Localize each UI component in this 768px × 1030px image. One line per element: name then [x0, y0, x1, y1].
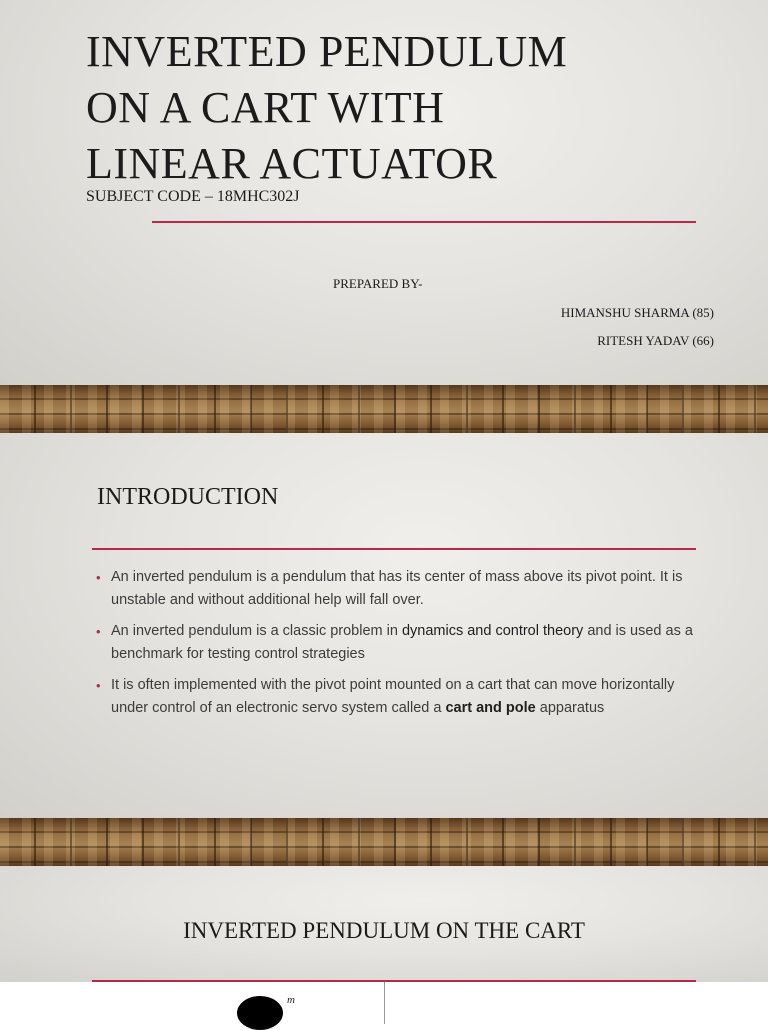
title-line: LINEAR ACTUATOR [86, 139, 498, 188]
bullet-item [96, 566, 696, 612]
subject-code: SUBJECT CODE – 18MHC302J [86, 188, 300, 205]
presentation-title [86, 24, 726, 192]
author-name: RITESH YADAV (66) [597, 333, 714, 348]
section-title: INVERTED PENDULUM ON THE CART [183, 918, 585, 943]
wood-floor-decoration [0, 818, 768, 866]
bullet-item [96, 620, 696, 666]
bullet-text: and is used as a benchmark for testing control strategies [111, 623, 693, 662]
pendulum-bob-shape [237, 996, 283, 1030]
column-divider [384, 982, 385, 1024]
title-line: INVERTED PENDULUM [86, 27, 568, 76]
mass-label: m [287, 994, 295, 1006]
bullet-text: apparatus [535, 700, 605, 716]
slide-title [0, 0, 768, 385]
bullet-text: It is often implemented with the pivot point mounted on a cart that can move horizontally under control of an electronic servo system called a [111, 677, 675, 716]
bullet-icon: • [96, 570, 101, 585]
section-divider [92, 548, 696, 550]
bullet-icon: • [96, 624, 101, 639]
section-title: INTRODUCTION [97, 484, 279, 510]
bullet-text: An inverted pendulum is a pendulum that has its center of mass above its pivot point. It is unstable and without additional help will fall over. [111, 569, 683, 608]
bullet-icon: • [96, 678, 101, 693]
title-line: ON A CART WITH [86, 83, 445, 132]
bullet-bold-text: cart and pole [445, 700, 536, 716]
author-name: HIMANSHU SHARMA (85) [560, 305, 714, 320]
wood-floor-decoration [0, 385, 768, 433]
title-divider [152, 221, 696, 223]
bullet-item [96, 674, 696, 720]
bullet-list [96, 566, 696, 728]
bullet-text: An inverted pendulum is a classic problem in [111, 623, 402, 639]
prepared-by-label: PREPARED BY- [333, 276, 423, 291]
bullet-highlight-text: dynamics and control theory [401, 623, 584, 639]
